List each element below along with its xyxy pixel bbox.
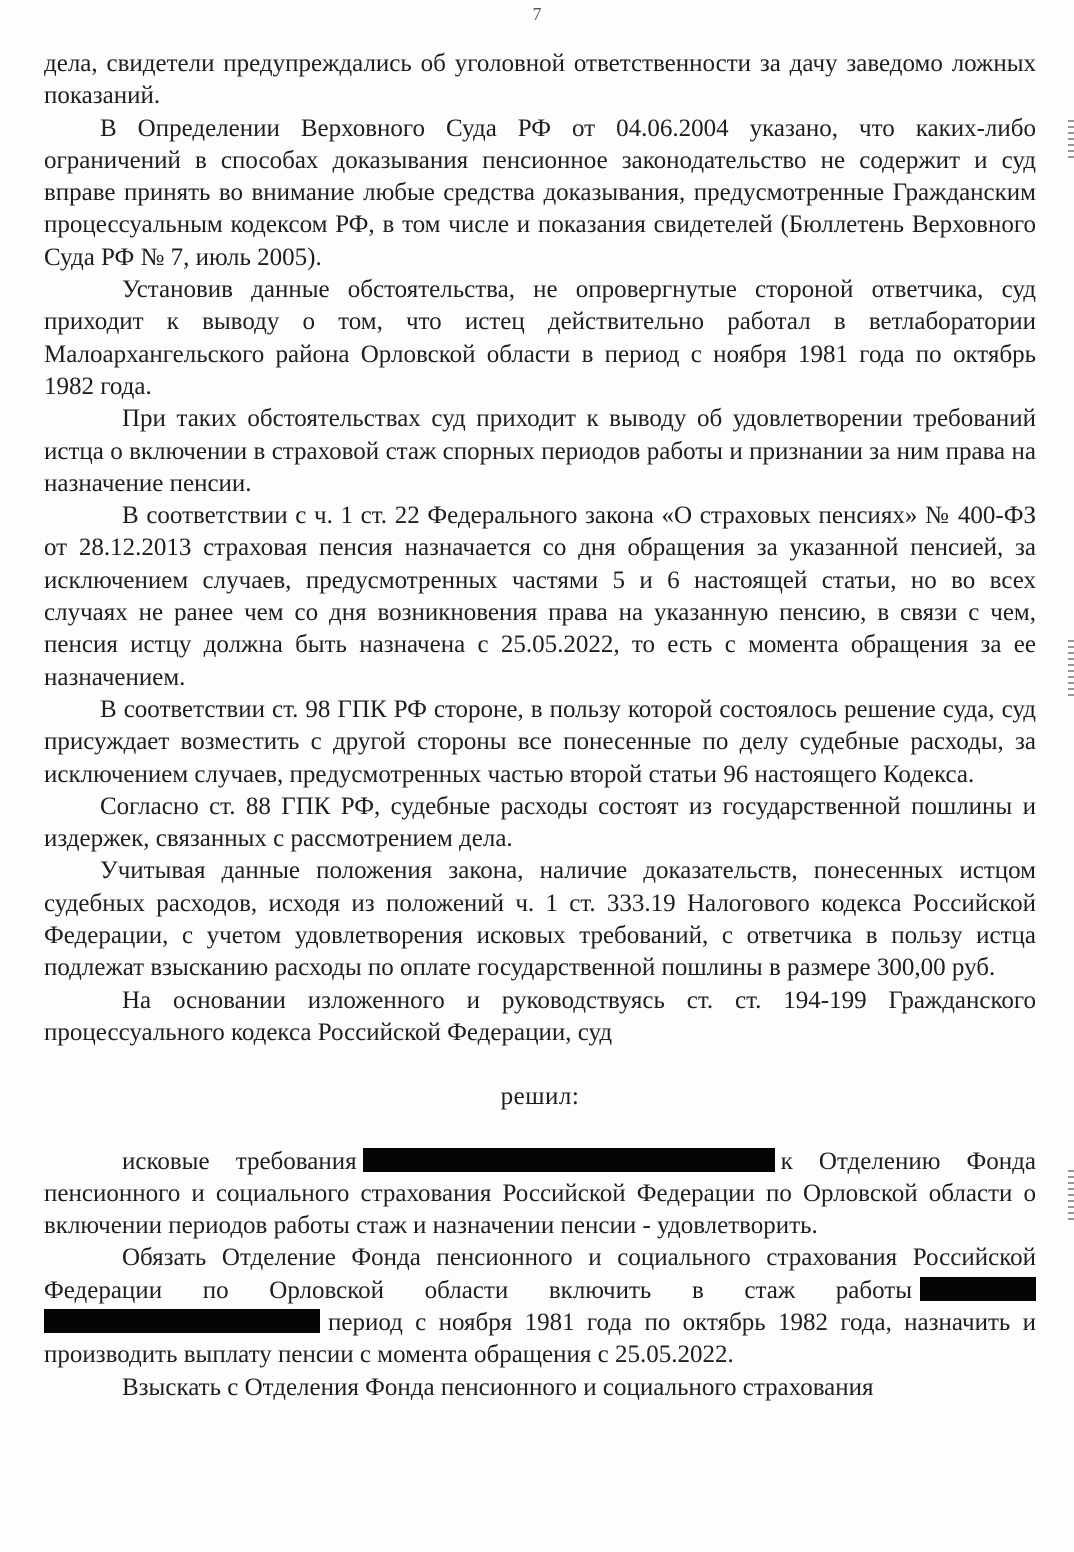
paragraph-art-88: Согласно ст. 88 ГПК РФ, судебные расходы состоят из государственной пошлины и издержек, связанных с рассмотрением дела. [44, 792, 1036, 853]
paragraph-pension-law: В соответствии с ч. 1 ст. 22 Федерального закона «О страховых пенсиях» № 400-ФЗ от 28.12.2013 страховая пенсия назначается со дня обращения за указанной пенсией, за исключением случаев, предусмотренных частями 5 и 6 настоящей статьи, но во всех случаях не ранее чем со дня возникновения права на указанную пенсию, в связи с чем, пенсия истцу должна быть назначена с 25.05.2022, то есть с момента обращения за ее назначением. [44, 502, 1036, 691]
decision-text: исковые требования [122, 1147, 357, 1175]
paragraph-circumstances: Установив данные обстоятельства, не опровергнутые стороной ответчика, суд приходит к выводу о том, что истец действительно работал в ветлаборатории Малоархангельского района Орловской области в период с ноября 1981 года по октябрь 1982 года. [44, 276, 1036, 400]
paragraph-testimony: дела, свидетели предупреждались об уголовной ответственности за дачу заведомо ложных показаний. [44, 50, 1036, 110]
redacted-name [44, 1309, 320, 1333]
scan-edge-noise [1068, 120, 1074, 160]
paragraph-supreme-court: В Определении Верховного Суда РФ от 04.06.2004 указано, что каких-либо ограничений в способах доказывания пенсионное законодательство не содержит и суд вправе принять во внимание любые средства доказывания, предусмотренные Гражданским процессуальным кодексом РФ, в том числе и показания свидетелей (Бюллетень Верховного Суда РФ № 7, июль 2005). [44, 114, 1036, 271]
paragraph-basis: На основании изложенного и руководствуясь ст. ст. 194-199 Гражданского процессуального кодекса Российской Федерации, суд [44, 986, 1036, 1046]
decision-claims-granted [44, 1146, 1036, 1243]
paragraph-state-duty: Учитывая данные положения закона, наличие доказательств, понесенных истцом судебных расходов, исходя из положений ч. 1 ст. 333.19 Налогового кодекса Российской Федерации, с учетом удовлетворения исковых требований, с ответчика в пользу истца подлежат взысканию расходы по оплате государственной пошлины в размере 300,00 руб. [44, 857, 1036, 982]
paragraph-art-98: В соответствии ст. 98 ГПК РФ стороне, в пользу которой состоялось решение суда, суд присуждает возместить с другой стороны все понесенные по делу судебные расходы, за исключением случаев, предусмотренных частью второй статьи 96 настоящего Кодекса. [44, 695, 1036, 788]
verdict-heading: решил: [500, 1083, 580, 1111]
decision-recovery: Взыскать с Отделения Фонда пенсионного и социального страхования [122, 1373, 874, 1401]
redacted-name [920, 1277, 1036, 1301]
scan-edge-noise [1068, 1170, 1074, 1220]
decision-obligation [44, 1242, 1036, 1371]
decision-text: период с ноября 1981 года по октябрь 1982 года, назначить и производить выплату пенсии с момента обращения с 25.05.2022. [44, 1308, 1036, 1369]
decision-text: Обязать Отделение Фонда пенсионного и социального страхования Российской Федерации по Орловской области включить в стаж работы [44, 1244, 1036, 1304]
document-body [44, 48, 1036, 1404]
spacer [44, 1114, 1036, 1146]
spacer [44, 1049, 1036, 1081]
redacted-name [363, 1148, 775, 1172]
page-number: 7 [532, 4, 542, 24]
paragraph-conclusion: При таких обстоятельствах суд приходит к выводу об удовлетворении требований истца о включении в страховой стаж спорных периодов работы и признании за ним права на назначение пенсии. [44, 405, 1036, 497]
scan-edge-noise [1068, 640, 1074, 700]
decision-text: к Отделению Фонда пенсионного и социального страхования Российской Федерации по Орловской области о включении периодов работы стаж и назначении пенсии - удовлетворить. [44, 1147, 1036, 1240]
